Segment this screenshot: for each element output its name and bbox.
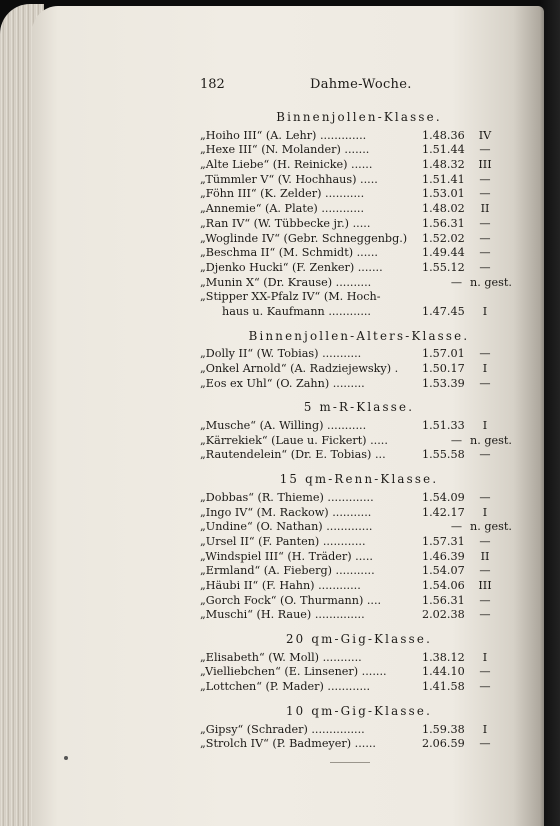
page-content [200, 77, 512, 763]
placing: II [480, 202, 490, 216]
placing: — [479, 534, 491, 548]
result-row [200, 305, 500, 320]
class-title: 15 qm-Renn-Klasse. [279, 472, 439, 487]
closing-rule [330, 762, 370, 763]
results-sections [200, 110, 512, 752]
result-row [200, 723, 500, 738]
boat-entry: „Alte Liebe“ (H. Reinicke) ...... [200, 158, 373, 172]
placing: I [482, 650, 488, 664]
race-time: — [450, 520, 462, 534]
result-row [200, 129, 500, 144]
race-time: 1.51.33 [422, 419, 465, 433]
boat-entry: „Strolch IV“ (P. Badmeyer) ...... [200, 737, 376, 751]
race-time: 1.57.31 [422, 534, 465, 548]
race-time: 1.41.58 [422, 680, 465, 694]
boat-entry: „Ingo IV“ (M. Rackow) ........... [200, 505, 372, 519]
race-time: 1.54.09 [422, 490, 465, 504]
result-row [200, 520, 512, 535]
race-time: — [450, 275, 462, 289]
result-row [200, 377, 500, 392]
class-title: 5 m-R-Klasse. [303, 400, 415, 415]
placing: — [479, 376, 491, 390]
race-time: 1.47.45 [422, 304, 465, 318]
boat-entry: „Lottchen“ (P. Mader) ............ [200, 680, 371, 694]
result-row [200, 275, 512, 291]
result-row [200, 506, 500, 521]
placing: — [479, 680, 491, 694]
placing: IV [478, 128, 492, 142]
boat-entry: „Eos ex Uhl“ (O. Zahn) ......... [200, 376, 365, 390]
placing: — [479, 347, 491, 361]
result-row [200, 419, 500, 434]
race-time: 1.48.02 [422, 202, 465, 216]
race-time: 1.59.38 [422, 722, 465, 736]
race-time: 1.57.01 [422, 347, 465, 361]
race-time: 1.52.02 [422, 231, 465, 245]
race-time: 1.38.12 [422, 650, 465, 664]
race-time: 1.54.07 [422, 564, 465, 578]
boat-entry: „Hoiho III“ (A. Lehr) ............. [200, 128, 367, 142]
boat-entry: „Musche“ (A. Willing) ........... [200, 419, 367, 433]
boat-entry: „Woglinde IV“ (Gebr. Schneggenbg.) [200, 231, 408, 245]
boat-entry: „Onkel Arnold“ (A. Radziejewsky) . [200, 362, 399, 376]
result-row [200, 433, 512, 449]
race-time: 1.48.32 [422, 158, 465, 172]
placing: I [482, 362, 488, 376]
result-row [200, 594, 500, 609]
gutter-shadow [540, 0, 560, 826]
race-time: 1.56.31 [422, 216, 465, 230]
paper-speck [64, 756, 68, 760]
race-time: 1.53.01 [422, 187, 465, 201]
boat-entry: „Stipper XX-Pfalz IV“ (M. Hoch- [200, 290, 381, 304]
race-time: 1.46.39 [422, 549, 465, 563]
result-row [200, 232, 500, 247]
class-section [200, 632, 500, 695]
boat-entry: „Gipsy“ (Schrader) ............... [200, 722, 365, 736]
boat-entry: „Kärrekiek“ (Laue u. Fickert) ..... [200, 433, 388, 447]
placing: n. gest. [470, 275, 512, 289]
placing: — [479, 216, 491, 230]
class-section [200, 110, 512, 320]
boat-entry: „Annemie“ (A. Plate) ............ [200, 202, 365, 216]
class-title: Binnenjollen-Klasse. [276, 110, 442, 124]
page-header [200, 78, 500, 100]
placing: — [479, 737, 491, 751]
result-row [200, 665, 500, 680]
boat-entry: „Föhn III“ (K. Zelder) ........... [200, 187, 365, 201]
boat-entry: „Ursel II“ (F. Panten) ............ [200, 534, 366, 548]
boat-entry: „Windspiel III“ (H. Träder) ..... [200, 549, 373, 563]
result-row [200, 491, 500, 506]
placing: — [479, 593, 491, 607]
result-row [200, 158, 500, 173]
race-time: 1.56.31 [422, 593, 465, 607]
result-row [200, 579, 500, 594]
result-row [200, 187, 500, 202]
race-time: 1.51.41 [422, 172, 465, 186]
placing: II [480, 549, 490, 563]
class-section [200, 329, 500, 392]
boat-entry: „Beschma II“ (M. Schmidt) ...... [200, 246, 378, 260]
placing: — [479, 172, 491, 186]
result-row [200, 550, 500, 565]
boat-entry: „Rautendelein“ (Dr. E. Tobias) ... [200, 448, 386, 462]
placing: III [478, 579, 492, 592]
race-time: 1.42.17 [422, 505, 465, 519]
boat-entry: „Vielliebchen“ (E. Linsener) ....... [200, 665, 387, 679]
race-time: — [450, 433, 462, 447]
placing: — [479, 564, 491, 578]
boat-entry: „Dolly II“ (W. Tobias) ........... [200, 347, 362, 361]
class-title: Binnenjollen-Alters-Klasse. [248, 328, 470, 343]
placing: — [479, 246, 491, 260]
race-time: 1.53.39 [422, 376, 465, 390]
placing: I [482, 505, 488, 519]
boat-entry: „Ermland“ (A. Fieberg) ........... [200, 564, 375, 578]
placing: n. gest. [470, 433, 512, 447]
race-time: 2.02.38 [422, 608, 465, 622]
boat-entry: „Munin X“ (Dr. Krause) .......... [200, 275, 372, 289]
boat-entry: „Gorch Fock“ (O. Thurmann) .... [200, 593, 382, 607]
placing: — [479, 608, 491, 622]
boat-entry: „Dobbas“ (R. Thieme) ............. [200, 490, 374, 504]
race-time: 1.51.44 [422, 143, 465, 157]
result-row [200, 261, 500, 276]
placing: I [482, 304, 488, 318]
race-time: 1.55.12 [422, 260, 465, 274]
boat-entry: „Undine“ (O. Nathan) ............. [200, 520, 373, 534]
placing: III [478, 158, 492, 172]
boat-entry: „Hexe III“ (N. Molander) ....... [200, 143, 370, 157]
page-number: 182 [200, 77, 225, 92]
race-time: 1.54.06 [422, 579, 465, 592]
placing: — [479, 187, 491, 201]
running-head: Dahme-Woche. [310, 77, 412, 92]
result-row [200, 651, 500, 666]
result-row [200, 246, 500, 261]
placing: — [479, 490, 491, 504]
class-section [200, 400, 512, 463]
result-row [200, 143, 500, 158]
result-row [200, 737, 500, 752]
result-row [200, 608, 500, 623]
boat-entry: haus u. Kaufmann ............ [222, 304, 371, 318]
boat-entry: „Ran IV“ (W. Tübbecke jr.) ..... [200, 216, 371, 230]
placing: — [479, 665, 491, 679]
race-time: 1.44.10 [422, 665, 465, 679]
placing: n. gest. [470, 520, 512, 534]
race-time: 1.49.44 [422, 246, 465, 260]
class-section [200, 472, 512, 623]
race-time: 1.50.17 [422, 362, 465, 376]
placing: — [479, 143, 491, 157]
boat-entry: „Häubi II“ (F. Hahn) ............ [200, 579, 361, 592]
result-row [200, 448, 500, 463]
boat-entry: „Djenko Hucki“ (F. Zenker) ....... [200, 260, 383, 274]
boat-entry: „Muschi“ (H. Raue) .............. [200, 608, 365, 622]
boat-entry: „Tümmler V“ (V. Hochhaus) ..... [200, 172, 378, 186]
race-time: 1.55.58 [422, 448, 465, 462]
class-title: 10 qm-Gig-Klasse. [285, 703, 433, 718]
result-row [200, 680, 500, 695]
result-row [200, 173, 500, 188]
class-section [200, 704, 500, 752]
placing: I [482, 419, 488, 433]
boat-entry: „Elisabeth“ (W. Moll) ........... [200, 650, 362, 664]
result-row [200, 202, 500, 217]
placing: — [479, 260, 491, 274]
placing: I [482, 722, 488, 736]
result-row [200, 535, 500, 550]
result-row [200, 347, 500, 362]
result-row [200, 217, 500, 232]
result-row [200, 362, 500, 377]
result-row [200, 290, 500, 305]
placing: — [479, 231, 491, 245]
race-time: 1.48.36 [422, 128, 465, 142]
race-time: 2.06.59 [422, 737, 465, 751]
class-title: 20 qm-Gig-Klasse. [285, 632, 433, 647]
placing: — [479, 448, 491, 462]
result-row [200, 564, 500, 579]
